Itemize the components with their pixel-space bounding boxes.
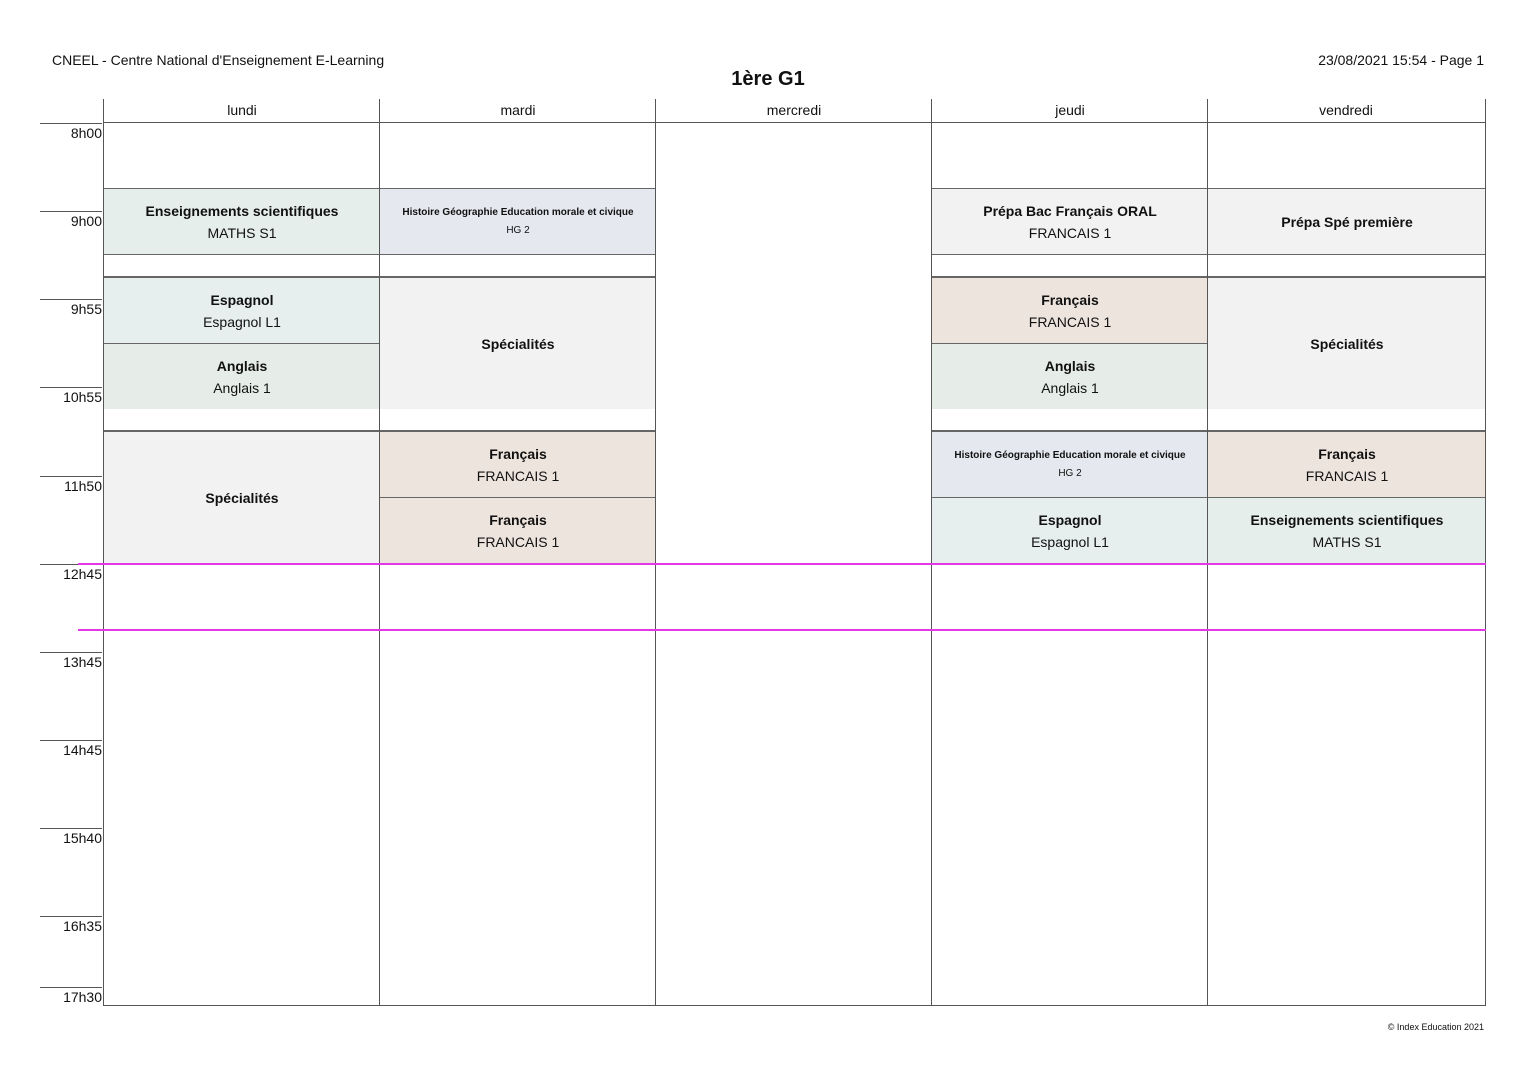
time-label: 8h00 <box>40 123 102 141</box>
lesson-group: MATHS S1 <box>1312 533 1382 550</box>
break-cell <box>380 409 656 431</box>
lesson-cell[interactable] <box>104 277 380 344</box>
break-cell <box>932 255 1208 277</box>
lesson-subject: Prépa Bac Français ORAL <box>983 202 1157 219</box>
lesson-group: FRANCAIS 1 <box>1028 313 1112 330</box>
grid-bottom-border <box>104 1005 1486 1006</box>
time-label: 11h50 <box>40 476 102 494</box>
break-cell <box>932 409 1208 431</box>
time-label: 10h55 <box>40 387 102 405</box>
lesson-group: Anglais 1 <box>1041 379 1099 396</box>
lesson-subject: Prépa Spé première <box>1281 213 1413 230</box>
time-label: 16h35 <box>40 916 102 934</box>
lesson-subject: Français <box>489 511 547 528</box>
column-divider <box>1485 99 1486 1006</box>
page-title: 1ère G1 <box>731 68 805 90</box>
day-header-mercredi: mercredi <box>766 102 822 118</box>
lesson-group: FRANCAIS 1 <box>476 533 560 550</box>
lesson-group: Anglais 1 <box>213 379 271 396</box>
lesson-subject: Histoire Géographie Education morale et civique <box>954 449 1186 461</box>
time-label: 13h45 <box>40 652 102 670</box>
lesson-cell[interactable] <box>932 188 1208 255</box>
lesson-group: FRANCAIS 1 <box>1028 224 1112 241</box>
day-header-mardi: mardi <box>500 102 536 118</box>
lesson-subject: Spécialités <box>481 335 555 352</box>
lesson-cell[interactable] <box>380 188 656 255</box>
column-divider <box>103 99 104 1006</box>
lesson-subject: Histoire Géographie Education morale et civique <box>402 206 634 218</box>
lesson-cell[interactable] <box>1208 431 1486 498</box>
time-label: 12h45 <box>40 564 102 582</box>
lesson-cell[interactable] <box>932 497 1208 564</box>
lesson-subject: Français <box>489 445 547 462</box>
day-header-lundi: lundi <box>227 102 257 118</box>
lesson-subject: Spécialités <box>1310 335 1384 352</box>
lesson-cell[interactable] <box>932 431 1208 498</box>
time-label: 9h55 <box>40 299 102 317</box>
header-divider <box>104 122 1486 123</box>
lesson-cell[interactable] <box>104 343 380 410</box>
header-date-page: 23/08/2021 15:54 - Page 1 <box>1318 52 1484 68</box>
lesson-subject: Spécialités <box>205 489 279 506</box>
break-cell <box>1208 409 1486 431</box>
lesson-cell[interactable] <box>380 277 656 410</box>
column-divider <box>931 99 932 1006</box>
lesson-cell[interactable] <box>380 431 656 498</box>
lesson-group: HG 2 <box>1058 467 1082 479</box>
time-label: 15h40 <box>40 828 102 846</box>
lesson-group: HG 2 <box>506 224 530 236</box>
lesson-cell[interactable] <box>380 497 656 564</box>
column-divider <box>379 99 380 1006</box>
lesson-group: FRANCAIS 1 <box>1305 467 1389 484</box>
lesson-cell[interactable] <box>1208 497 1486 564</box>
lesson-cell[interactable] <box>104 188 380 255</box>
time-label: 9h00 <box>40 211 102 229</box>
column-divider <box>655 99 656 1006</box>
header-org: CNEEL - Centre National d'Enseignement E-Learning <box>52 52 385 68</box>
lesson-subject: Espagnol <box>1038 511 1102 528</box>
lesson-group: MATHS S1 <box>207 224 277 241</box>
lesson-subject: Anglais <box>1044 357 1096 374</box>
lunch-end-line <box>78 629 1486 631</box>
break-cell <box>1208 255 1486 277</box>
day-header-jeudi: jeudi <box>1055 102 1085 118</box>
day-header-vendredi: vendredi <box>1319 102 1373 118</box>
lesson-subject: Enseignements scientifiques <box>1250 511 1444 528</box>
lesson-cell[interactable] <box>932 343 1208 410</box>
time-label: 14h45 <box>40 740 102 758</box>
break-cell <box>380 255 656 277</box>
break-cell <box>104 409 380 431</box>
lesson-cell[interactable] <box>932 277 1208 344</box>
column-divider <box>1207 99 1208 1006</box>
lesson-group: Espagnol L1 <box>203 313 281 330</box>
lesson-cell[interactable] <box>1208 277 1486 410</box>
lunch-start-line <box>78 563 1486 565</box>
lesson-subject: Enseignements scientifiques <box>145 202 339 219</box>
lesson-cell[interactable] <box>104 431 380 564</box>
break-cell <box>104 255 380 277</box>
lesson-subject: Espagnol <box>210 291 274 308</box>
lesson-subject: Anglais <box>216 357 268 374</box>
footer-copyright: © Index Education 2021 <box>1387 1022 1484 1032</box>
time-label: 17h30 <box>40 987 102 1005</box>
lesson-subject: Français <box>1041 291 1099 308</box>
lesson-cell[interactable] <box>1208 188 1486 255</box>
lesson-group: FRANCAIS 1 <box>476 467 560 484</box>
lesson-subject: Français <box>1318 445 1376 462</box>
lesson-group: Espagnol L1 <box>1031 533 1109 550</box>
